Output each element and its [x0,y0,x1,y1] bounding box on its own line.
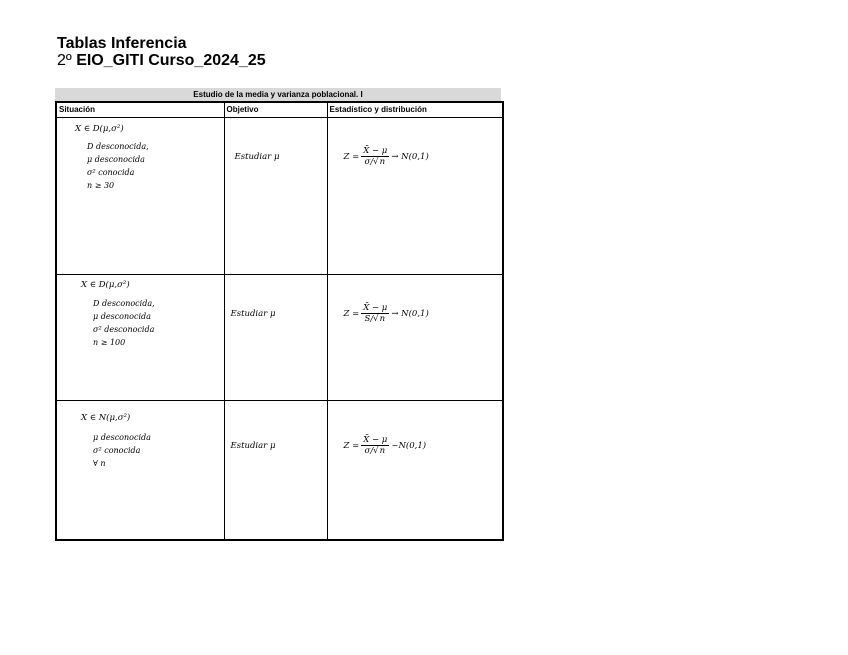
objective-text: Estudiar μ [234,152,280,162]
condition-line: σ² conocida [87,168,135,177]
statistic-cell [327,275,503,401]
condition-line: σ² desconocida [93,325,155,334]
fraction-numerator: X̄ − μ [363,146,388,156]
condition-line: D desconocida, [87,142,149,151]
situation-cell [56,118,224,275]
root-argument: n [379,157,386,167]
statistic-distribution: → N(0,1) [391,152,429,162]
col-header-estadistico: Estadístico y distribución [327,102,503,118]
fraction-denominator: S/√n [364,314,386,324]
table-caption: Estudio de la media y varianza poblacional. I [55,88,501,101]
condition-line: ∀ n [93,459,106,468]
condition-line: μ desconocida [87,155,145,164]
statistic-fraction [361,435,389,457]
statistic-fraction [361,303,389,325]
denominator-symbol: σ [364,446,371,456]
condition-line: D desconocida, [93,299,155,308]
statistic-lhs: Z = [343,441,360,451]
objective-cell [224,275,327,401]
subtitle-prefix: 2º [57,52,77,69]
root-argument: n [379,314,386,324]
col-header-objetivo: Objetivo [224,102,327,118]
situation-head: X ∈ D(μ,σ²) [81,280,130,290]
table-header-row [56,102,503,118]
condition-line: μ desconocida [93,433,151,442]
table-row [56,401,503,541]
statistic-cell [327,118,503,275]
fraction-denominator: σ/√n [364,157,386,167]
situation-conditions [93,431,151,470]
statistic-cell [327,401,503,541]
document-subtitle [57,52,266,69]
statistic-formula [344,303,429,325]
statistic-fraction [361,146,389,168]
condition-line: n ≥ 30 [87,181,115,190]
situation-conditions [93,297,155,349]
document-title: Tablas Inferencia [57,35,187,52]
fraction-numerator: X̄ − μ [363,435,388,445]
statistic-lhs: Z = [343,309,360,319]
objective-text: Estudiar μ [230,309,276,319]
table-row [56,275,503,401]
root-argument: n [379,446,386,456]
fraction-numerator: X̄ − μ [363,303,388,313]
statistic-distribution: ~N(0,1) [391,441,427,451]
col-header-situacion: Situación [56,102,224,118]
statistic-formula [344,146,429,168]
condition-line: n ≥ 100 [93,338,126,347]
situation-conditions [87,140,149,192]
statistic-lhs: Z = [343,152,360,162]
statistic-distribution: → N(0,1) [391,309,429,319]
situation-head: X ∈ D(μ,σ²) [75,124,124,134]
objective-cell [224,401,327,541]
denominator-symbol: σ [364,157,371,167]
situation-cell [56,275,224,401]
inference-table [55,101,504,541]
condition-line: σ² conocida [93,446,141,455]
statistic-formula [344,435,427,457]
situation-cell [56,401,224,541]
fraction-denominator: σ/√n [364,446,386,456]
objective-text: Estudiar μ [230,441,276,451]
situation-head: X ∈ N(μ,σ²) [81,413,131,423]
subtitle-course: EIO_GITI Curso_2024_25 [76,52,266,69]
table-row [56,118,503,275]
denominator-symbol: S [364,314,371,324]
condition-line: μ desconocida [93,312,151,321]
objective-cell [224,118,327,275]
document-header [57,35,266,69]
